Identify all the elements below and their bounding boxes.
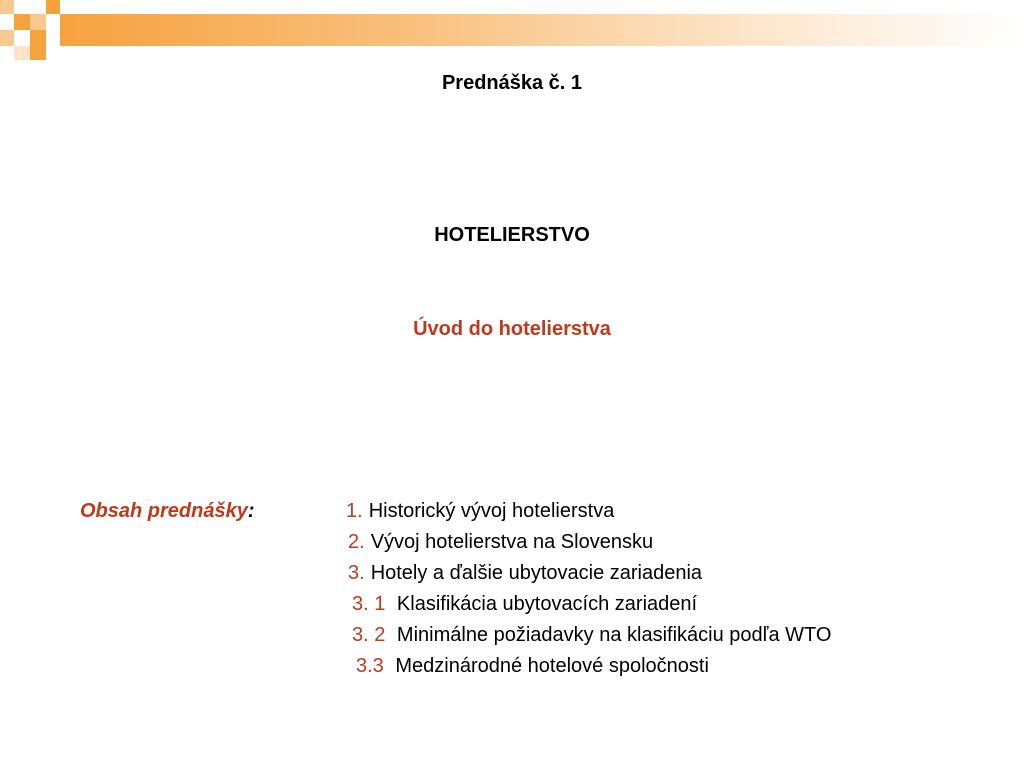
list-item-number: 2. bbox=[348, 531, 365, 553]
list-item-text: Minimálne požiadavky na klasifikáciu podľa WTO bbox=[391, 624, 832, 646]
header-decoration bbox=[0, 0, 1024, 70]
decor-square bbox=[0, 0, 14, 14]
list-item-text: Klasifikácia ubytovacích zariadení bbox=[391, 593, 698, 615]
decor-square bbox=[14, 14, 30, 30]
list-item bbox=[352, 624, 831, 647]
list-item-text: Historický vývoj hotelierstva bbox=[368, 500, 615, 522]
list-item-text: Hotely a ďalšie ubytovacie zariadenia bbox=[370, 562, 703, 584]
page-title: HOTELIERSTVO bbox=[434, 224, 590, 246]
list-item bbox=[356, 655, 709, 678]
list-item bbox=[346, 500, 614, 523]
decor-square bbox=[0, 30, 14, 46]
lecture-subtitle: Prednáška č. 1 bbox=[441, 72, 583, 94]
list-item bbox=[352, 593, 697, 616]
header-gradient-bar bbox=[60, 14, 1024, 46]
decor-square bbox=[14, 46, 30, 60]
contents-label-colon: : bbox=[247, 500, 255, 522]
list-item bbox=[348, 531, 653, 554]
list-item-number: 3. 1 bbox=[352, 593, 386, 615]
list-item-text: Medzinárodné hotelové spoločnosti bbox=[389, 655, 709, 677]
topic-title: Úvod do hotelierstva bbox=[413, 318, 611, 340]
decor-square bbox=[30, 30, 46, 46]
list-item-number: 1. bbox=[346, 500, 363, 522]
list-item-text: Vývoj hotelierstva na Slovensku bbox=[370, 531, 654, 553]
decor-square bbox=[30, 46, 46, 60]
decor-square bbox=[46, 0, 60, 14]
contents-label bbox=[80, 500, 255, 523]
list-item-number: 3.3 bbox=[356, 655, 384, 677]
list-item-number: 3. bbox=[348, 562, 365, 584]
list-item bbox=[348, 562, 702, 585]
list-item-number: 3. 2 bbox=[352, 624, 386, 646]
decor-square bbox=[30, 14, 46, 30]
contents-label-text: Obsah prednášky bbox=[80, 500, 248, 522]
